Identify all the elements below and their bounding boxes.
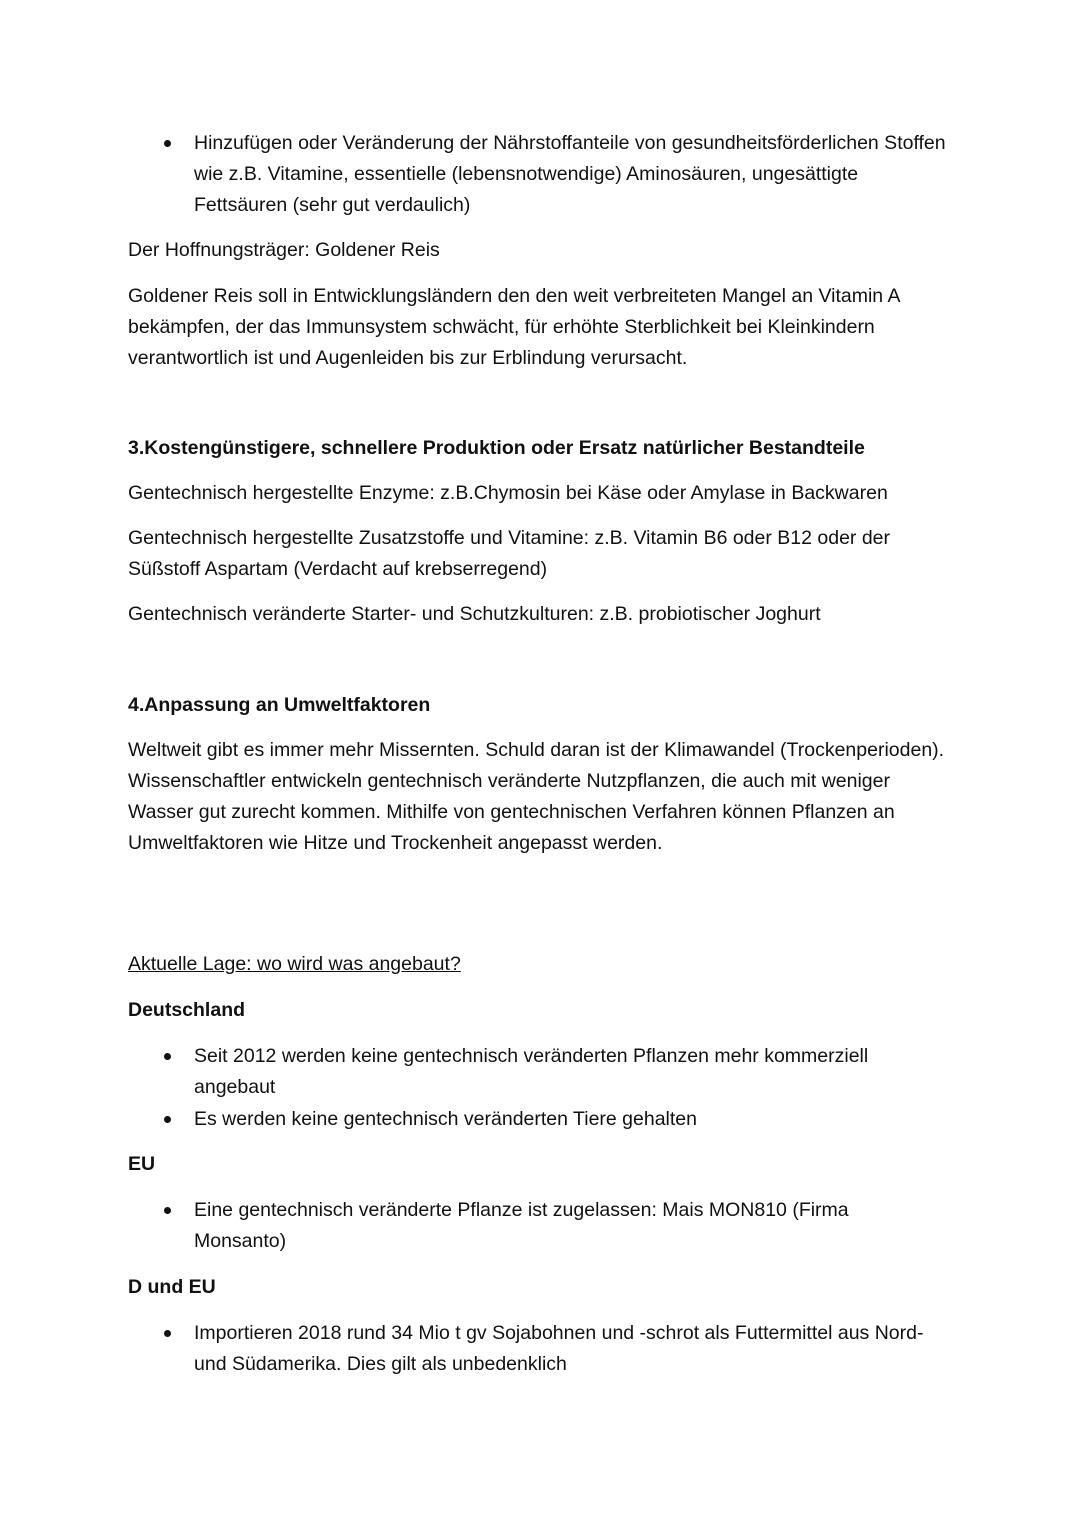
situation-heading: Aktuelle Lage: wo wird was angebaut? [128,953,461,975]
section-3-paragraph: Gentechnisch hergestellte Enzyme: z.B.Chymosin bei Käse oder Amylase in Backwaren [128,482,888,504]
germany-label: Deutschland [128,999,246,1021]
list-item: Importieren 2018 rund 34 Mio t gv Sojabohnen und -schrot als Futtermittel aus Nord- und Südamerika. Dies gilt als unbedenklich [194,1318,934,1380]
section-3-paragraph: Gentechnisch veränderte Starter- und Schutzkulturen: z.B. probiotischer Joghurt [128,603,821,625]
section-3-paragraph: Gentechnisch hergestellte Zusatzstoffe und Vitamine: z.B. Vitamin B6 oder B12 oder der Süßstoff Aspartam (Verdacht auf krebserregend) [128,527,891,580]
section-3-heading: 3.Kostengünstigere, schnellere Produktion oder Ersatz natürlicher Bestandteile [128,437,865,459]
list-item: Eine gentechnisch veränderte Pflanze ist zugelassen: Mais MON810 (Firma Monsanto) [194,1195,914,1257]
d-eu-label: D und EU [128,1276,216,1298]
section-4-heading: 4.Anpassung an Umweltfaktoren [128,694,431,716]
list-item: Seit 2012 werden keine gentechnisch veränderten Pflanzen mehr kommerziell angebaut [194,1041,934,1103]
golden-rice-text: Goldener Reis soll in Entwicklungsländern den den weit verbreiteten Mangel an Vitamin A bekämpfen, der das Immunsystem schwächt, für erhöhte Sterblichkeit bei Kleinkindern verantwortlich ist und Augenleiden bis zur Erblindung verursacht. [128,285,900,369]
golden-rice-heading: Der Hoffnungsträger: Goldener Reis [128,239,440,261]
eu-label: EU [128,1153,156,1175]
list-item: Es werden keine gentechnisch veränderten Tiere gehalten [194,1104,954,1135]
section-4-text: Weltweit gibt es immer mehr Missernten. Schuld daran ist der Klimawandel (Trockenperioden). Wissenschaftler entwickeln gentechnisch veränderte Nutzpflanzen, die auch mit weniger Wasser gut zurecht kommen. Mithilfe von gentechnischen Verfahren können Pflanzen an Umweltfaktoren wie Hitze und Trockenheit angepasst werden. [128,739,945,854]
list-item: Hinzufügen oder Veränderung der Nährstoffanteile von gesundheitsförderlichen Stoffen wie z.B. Vitamine, essentielle (lebensnotwendige) Aminosäuren, ungesättigte Fettsäuren (sehr gut verdaulich) [194,128,954,221]
